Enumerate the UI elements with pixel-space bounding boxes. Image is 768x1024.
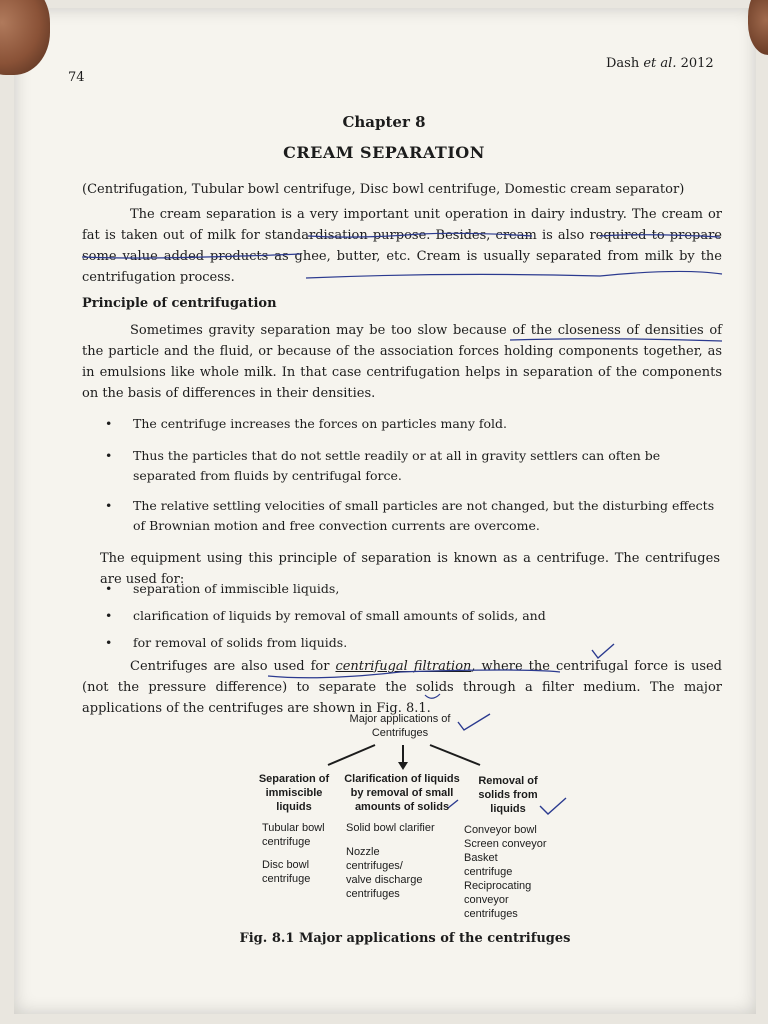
principle-paragraph: Sometimes gravity separation may be too slow because of the closeness of densities of the particle and the fluid, or because of the association forces holding components together, as in emulsions like whole milk. In that case centrifugation helps in separation of the components on the basis of differences in their densities. [82,323,722,401]
figure-item-line: centrifuge [262,836,311,848]
figure-item-line: Nozzle [346,846,380,858]
pen-underline [600,235,720,237]
filtration-text-after: , where the centrifugal force is used (not the pressure difference) to separate the solids through a filter medium. The major applications of the centrifuges are shown in Fig. 8.1. [82,659,723,716]
pen-underline [82,254,300,258]
list-item: • separation of immiscible liquids, [105,575,725,602]
figure-heading-line: liquids [276,801,312,813]
connector-arrow-right [430,745,480,765]
figure-item-line: valve discharge [346,874,423,886]
pen-check-mark [458,714,490,730]
figure-item-line: Reciprocating [464,880,532,892]
figure-heading-line: by removal of small [350,787,454,799]
figure-column-heading [252,772,336,814]
figure-item-line: Conveyor bowl [464,824,537,836]
figure-heading-line: liquids [490,803,526,815]
connector-arrow-left [328,745,375,765]
figure-root-line: Major applications of [349,713,451,725]
figure-item-line: centrifuges [346,888,400,900]
arrowhead-center [398,762,408,770]
filtration-emphasis: centrifugal filtration [335,659,472,674]
figure-item-line: Solid bowl clarifier [346,822,435,834]
pen-underline [510,339,722,341]
figure-item [346,821,466,835]
list-item: • The centrifuge increases the forces on particles many fold. [105,414,725,434]
figure-item-line: centrifuge [464,866,513,878]
author-name: Dash [606,56,640,71]
pen-check-mark [592,644,614,658]
list-item: • The relative settling velocities of small particles are not changed, but the disturbing effects of Brownian motion and free convection currents are overcome. [105,496,725,536]
chapter-label: Chapter 8 [342,113,426,131]
figure-heading-line: Separation of [258,773,330,785]
section-heading: Principle of centrifugation [82,296,277,311]
chapter-title: CREAM SEPARATION [283,143,485,162]
figure-column-heading [468,774,548,816]
author-etal: et al. [643,56,677,71]
figure-item-line: centrifuges/ [346,860,403,872]
pen-underline [268,670,560,678]
pen-underline [425,694,440,698]
figure-heading-line: immiscible [265,787,323,799]
figure-item [262,821,342,849]
chapter-subtitle: (Centrifugation, Tubular bowl centrifuge, Disc bowl centrifuge, Domestic cream separator) [82,182,685,197]
pen-underline [308,233,532,237]
figure-caption: Fig. 8.1 Major applications of the centrifuges [239,931,571,946]
figure-heading-line: Removal of [478,775,538,787]
figure-item-line: Tubular bowl [262,822,325,834]
figure-item [262,858,342,886]
figure-heading-line: amounts of solids [354,801,450,813]
figure-column-heading [340,772,464,814]
figure-root-line: Centrifuges [371,727,429,739]
list-item: • clarification of liquids by removal of small amounts of solids, and [105,602,725,629]
figure-item-list [464,823,564,921]
figure-item-line: conveyor [464,894,509,906]
list-item: • for removal of solids from liquids. [105,629,725,656]
figure-item-line: Screen conveyor [464,838,547,850]
figure-item [346,845,466,901]
figure-item-line: centrifuges [464,908,518,920]
figure-item-line: Disc bowl [262,859,310,871]
figure-item-line: centrifuge [262,873,311,885]
figure-heading-line: solids from [478,789,538,801]
pen-underline [306,271,722,278]
page-number: 74 [68,70,85,85]
intro-paragraph: The cream separation is a very important unit operation in dairy industry. The cream or fat is taken out of milk for standardisation purpose. Besides, cream is also required to prepare some value added products as ghee, butter, etc. Cream is usually separated from milk by the centrifugation process. [82,207,722,285]
figure-heading-line: Clarification of liquids [344,773,460,785]
filtration-text-before: Centrifuges are also used for [130,659,336,674]
list-item: • Thus the particles that do not settle readily or at all in gravity settlers can often be separated from fluids by centrifugal force. [105,446,725,486]
figure-item-line: Basket [464,852,498,864]
citation-year: 2012 [680,56,714,71]
uses-intro: The equipment using this principle of separation is known as a centrifuge. The centrifuges are used for: [100,551,720,587]
